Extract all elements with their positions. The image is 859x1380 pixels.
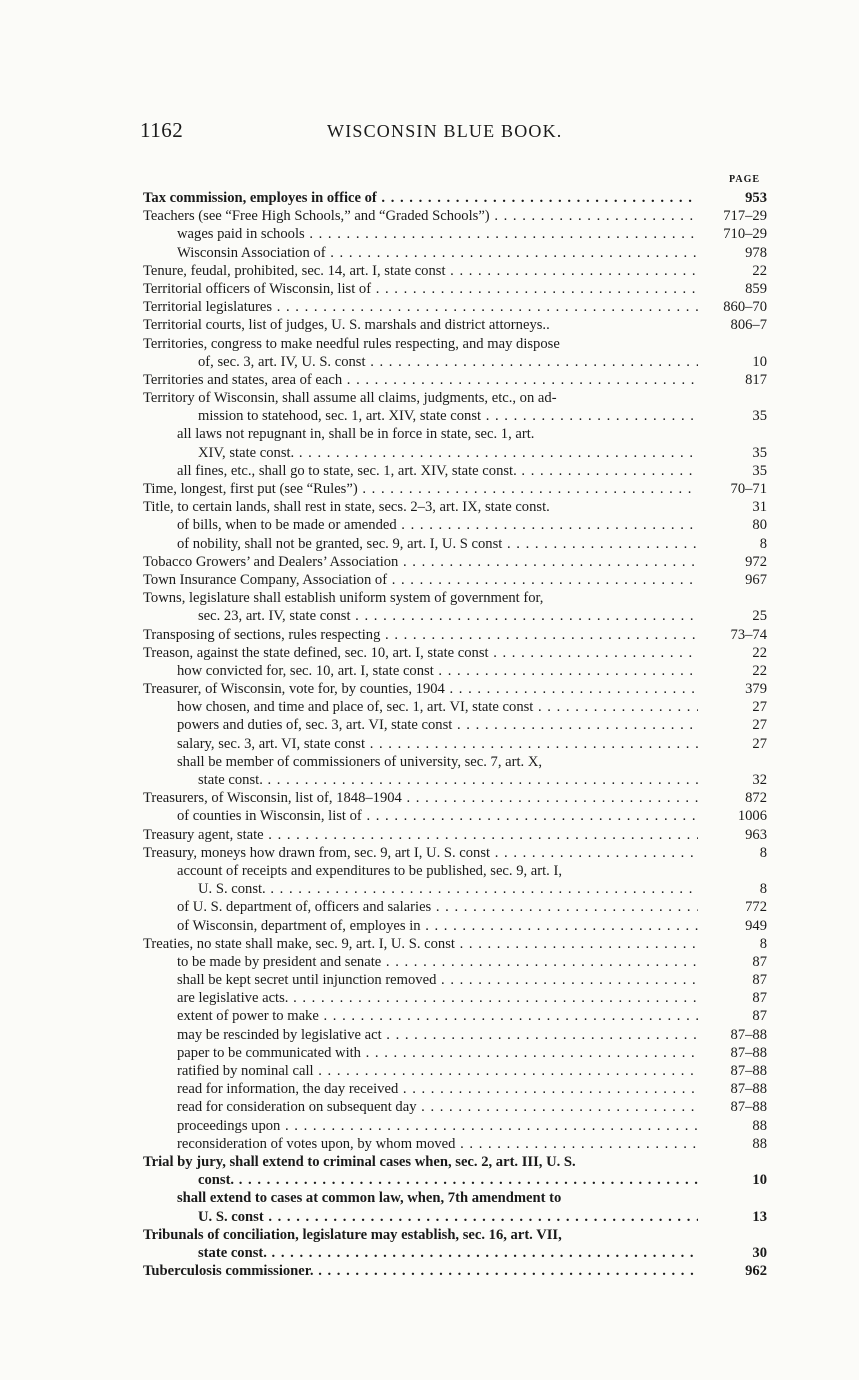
index-entry [143, 553, 771, 571]
index-entry [143, 807, 771, 825]
index-entry [143, 462, 771, 480]
index-entry-page: 22 [752, 262, 767, 279]
index-entry-page: 87–88 [730, 1026, 767, 1043]
index-entry [143, 716, 771, 734]
index-entry [143, 535, 771, 553]
index-entry [143, 626, 771, 644]
index-entry [143, 989, 771, 1007]
running-title: WISCONSIN BLUE BOOK. [327, 121, 563, 141]
index-entry-text: Tenure, feudal, prohibited, sec. 14, art. I, state const . . . [143, 262, 698, 280]
index-entry-page: 13 [752, 1208, 767, 1225]
index-entry-text: extent of power to make . . . [143, 1007, 698, 1025]
index-entry [143, 644, 771, 662]
index-entry [143, 1153, 771, 1171]
index-entry [143, 1044, 771, 1062]
index-entry-text: state const. . . . [143, 1244, 698, 1262]
index-entry-page: 872 [745, 790, 767, 807]
index-entry-text: Treasury agent, state . . . [143, 826, 698, 844]
index-entry-text: Towns, legislature shall establish uniform system of government for, [143, 590, 544, 607]
page-column-heading: PAGE [729, 174, 761, 185]
index-entry [143, 225, 771, 243]
index-entry-text: Territories, congress to make needful rules respecting, and may dispose [143, 335, 560, 352]
index-entry [143, 262, 771, 280]
index-entry-text: Treasurers, of Wisconsin, list of, 1848–1904 . . . [143, 789, 698, 807]
index-entry [143, 662, 771, 680]
index-entry-text: Trial by jury, shall extend to criminal cases when, sec. 2, art. III, U. S. [143, 1153, 576, 1170]
index-entry [143, 917, 771, 935]
index-entry-text: shall be member of commissioners of university, sec. 7, art. X, [177, 753, 543, 770]
index-entry-text: all fines, etc., shall go to state, sec. 1, art. XIV, state const. . . . [143, 462, 698, 480]
index-entry [143, 1135, 771, 1153]
index-entry-page: 88 [752, 1117, 767, 1134]
index-entry-page: 772 [745, 899, 767, 916]
index-entry [143, 571, 771, 589]
index-entry [143, 1026, 771, 1044]
index-entry-page: 25 [752, 608, 767, 625]
index-entry-page: 87–88 [730, 1044, 767, 1061]
index-entry-page: 87 [752, 1008, 767, 1025]
index-entry-page: 35 [752, 444, 767, 461]
index-entry [143, 698, 771, 716]
index-entry-page: 70–71 [730, 481, 767, 497]
index-entry-page: 22 [752, 662, 767, 679]
index-entry [143, 1007, 771, 1025]
index-entry-text: read for consideration on subsequent day . . . [143, 1098, 698, 1116]
index-entry-text: all laws not repugnant in, shall be in force in state, sec. 1, art. [177, 426, 535, 443]
index-entry [143, 789, 771, 807]
index-entry [143, 189, 771, 207]
index-entry-text: sec. 23, art. IV, state const . . . [143, 607, 698, 625]
index-entry-page: 10 [752, 353, 767, 370]
index-entry-text: U. S. const. . . . [143, 880, 698, 898]
index-entry-text: account of receipts and expenditures to be published, sec. 9, art. I, [177, 862, 562, 879]
index-entry-page: 87 [752, 972, 767, 989]
index-entry [143, 735, 771, 753]
index-entry-page: 8 [759, 881, 767, 898]
index-entry-text: Treasury, moneys how drawn from, sec. 9, art I, U. S. const . . . [143, 844, 698, 862]
index-entry-page: 87 [752, 990, 767, 1007]
index-entry-text: Territories and states, area of each . . . [143, 371, 698, 389]
index-entry-page: 35 [752, 462, 767, 479]
index-entry-page: 8 [759, 844, 767, 861]
index-entry-text: Tribunals of conciliation, legislature may establish, sec. 16, art. VII, [143, 1226, 562, 1243]
index-entry-page: 963 [745, 826, 767, 843]
index-entry [143, 371, 771, 389]
index-entry-text: U. S. const . . . [143, 1208, 698, 1226]
index-entry-text: Territorial officers of Wisconsin, list of . . . [143, 280, 698, 298]
index-entry [143, 971, 771, 989]
index-entry-text: shall extend to cases at common law, when, 7th amendment to [177, 1190, 562, 1207]
index-entry-page: 31 [752, 499, 767, 516]
index-entry-text: of bills, when to be made or amended . . . [143, 516, 698, 534]
index-entry [143, 753, 771, 771]
index-entry [143, 280, 771, 298]
index-entry-text: Time, longest, first put (see “Rules”) . . . [143, 480, 698, 498]
index-entry [143, 480, 771, 498]
index-entry [143, 880, 771, 898]
index-entry-text: powers and duties of, sec. 3, art. VI, state const . . . [143, 716, 698, 734]
index-entry-text: shall be kept secret until injunction removed . . . [143, 971, 698, 989]
index-entry [143, 353, 771, 371]
index-entry [143, 498, 771, 516]
index-entry-text: wages paid in schools . . . [143, 225, 698, 243]
index-entry [143, 1117, 771, 1135]
index-entry-page: 73–74 [730, 626, 767, 643]
index-entry-page: 87–88 [730, 1099, 767, 1116]
index-entry-page: 10 [752, 1172, 767, 1189]
index-entry-text: Treasurer, of Wisconsin, vote for, by counties, 1904 . . . [143, 680, 698, 698]
index-entry-text: Title, to certain lands, shall rest in state, secs. 2–3, art. IX, state const. [143, 499, 550, 516]
index-entry-text: Teachers (see “Free High Schools,” and “Graded Schools”) . . . [143, 207, 698, 225]
index-entry [143, 771, 771, 789]
index-entry-text: Tuberculosis commissioner. . . . [143, 1262, 698, 1280]
index-entry [143, 1171, 771, 1189]
index-entry [143, 826, 771, 844]
index-entry [143, 1080, 771, 1098]
index-entry [143, 898, 771, 916]
index-entry-text: Tax commission, employes in office of . . . [143, 189, 698, 207]
index-entry [143, 335, 771, 353]
index-entry-text: proceedings upon . . . [143, 1117, 698, 1135]
index-entry-page: 710–29 [723, 226, 767, 243]
index-list [143, 189, 771, 1280]
index-entry-text: how chosen, and time and place of, sec. 1, art. VI, state const . . . [143, 698, 698, 716]
index-entry-page: 8 [759, 535, 767, 552]
index-entry-page: 860–70 [723, 299, 767, 316]
index-entry-page: 953 [745, 190, 767, 206]
index-entry-page: 967 [745, 571, 767, 588]
index-entry-page: 80 [752, 517, 767, 534]
index-entry [143, 1262, 771, 1280]
index-entry-text: paper to be communicated with . . . [143, 1044, 698, 1062]
index-entry-page: 1006 [737, 808, 767, 825]
index-entry [143, 1226, 771, 1244]
index-entry-page: 806–7 [730, 317, 767, 334]
index-entry [143, 1098, 771, 1116]
index-entry [143, 844, 771, 862]
index-entry [143, 298, 771, 316]
index-entry-text: XIV, state const. . . . [143, 444, 698, 462]
index-entry-text: how convicted for, sec. 10, art. I, state const . . . [143, 662, 698, 680]
index-entry [143, 389, 771, 407]
index-entry-page: 978 [745, 244, 767, 261]
index-entry-page: 27 [752, 699, 767, 716]
index-entry [143, 444, 771, 462]
index-entry-page: 27 [752, 735, 767, 752]
index-entry-text: are legislative acts. . . . [143, 989, 698, 1007]
index-entry [143, 607, 771, 625]
index-entry [143, 1189, 771, 1207]
page-number: 1162 [140, 118, 184, 142]
index-entry-page: 27 [752, 717, 767, 734]
index-entry-text: of nobility, shall not be granted, sec. 9, art. I, U. S const . . . [143, 535, 698, 553]
index-entry-text: may be rescinded by legislative act . . . [143, 1026, 698, 1044]
index-entry-page: 30 [752, 1244, 767, 1261]
index-entry-page: 87–88 [730, 1081, 767, 1098]
index-entry [143, 1062, 771, 1080]
index-entry-page: 32 [752, 772, 767, 788]
index-entry-text: Town Insurance Company, Association of . . . [143, 571, 698, 589]
index-entry-text: of U. S. department of, officers and salaries . . . [143, 898, 698, 916]
index-entry [143, 407, 771, 425]
index-entry-page: 949 [745, 917, 767, 934]
index-entry-text: Territorial courts, list of judges, U. S. marshals and district attorneys.. [143, 317, 550, 334]
index-entry-text: state const. . . . [143, 771, 698, 789]
index-entry [143, 516, 771, 534]
index-entry [143, 862, 771, 880]
index-entry-text: const. . . . [143, 1171, 698, 1189]
index-entry [143, 244, 771, 262]
index-entry [143, 316, 771, 334]
index-entry-text: Territory of Wisconsin, shall assume all claims, judgments, etc., on ad- [143, 390, 557, 407]
index-entry-page: 962 [745, 1263, 767, 1280]
index-entry [143, 425, 771, 443]
index-entry-text: salary, sec. 3, art. VI, state const . . . [143, 735, 698, 753]
index-entry-text: ratified by nominal call . . . [143, 1062, 698, 1080]
index-entry-text: to be made by president and senate . . . [143, 953, 698, 971]
index-entry-text: Territorial legislatures . . . [143, 298, 698, 316]
index-entry [143, 207, 771, 225]
index-entry [143, 935, 771, 953]
index-entry-page: 87–88 [730, 1063, 767, 1079]
index-entry [143, 953, 771, 971]
index-entry [143, 1208, 771, 1226]
index-entry-page: 8 [759, 935, 767, 952]
index-entry-text: reconsideration of votes upon, by whom moved . . . [143, 1135, 698, 1153]
index-entry-text: of, sec. 3, art. IV, U. S. const . . . [143, 353, 698, 371]
index-entry-page: 87 [752, 953, 767, 970]
index-entry [143, 680, 771, 698]
index-entry-page: 817 [745, 371, 767, 388]
index-entry-page: 859 [745, 280, 767, 297]
index-entry-page: 88 [752, 1135, 767, 1152]
index-entry-page: 717–29 [723, 208, 767, 225]
index-entry-text: read for information, the day received . . . [143, 1080, 698, 1098]
index-entry [143, 589, 771, 607]
index-entry-page: 22 [752, 644, 767, 661]
index-entry-page: 35 [752, 408, 767, 425]
index-entry-text: Treaties, no state shall make, sec. 9, art. I, U. S. const . . . [143, 935, 698, 953]
index-entry-text: Wisconsin Association of . . . [143, 244, 698, 262]
index-entry-text: mission to statehood, sec. 1, art. XIV, state const . . . [143, 407, 698, 425]
index-entry-text: Transposing of sections, rules respecting . . . [143, 626, 698, 644]
index-entry-text: Tobacco Growers’ and Dealers’ Association . . . [143, 553, 698, 571]
index-entry-text: Treason, against the state defined, sec. 10, art. I, state const . . . [143, 644, 698, 662]
index-entry-page: 972 [745, 553, 767, 570]
index-entry-page: 379 [745, 681, 767, 698]
index-entry [143, 1244, 771, 1262]
index-entry-text: of counties in Wisconsin, list of . . . [143, 807, 698, 825]
index-entry-text: of Wisconsin, department of, employes in . . . [143, 917, 698, 935]
